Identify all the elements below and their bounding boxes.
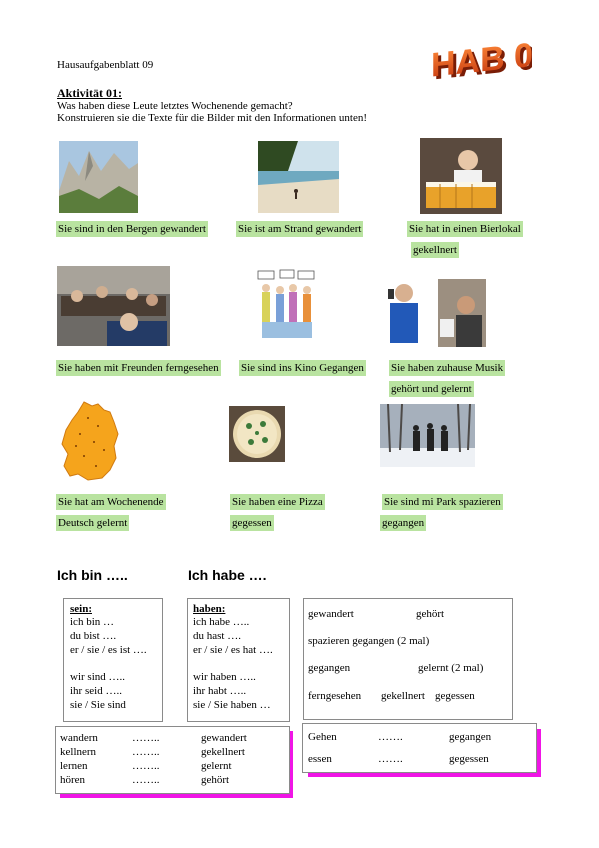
word-bank-item: gegessen [435,690,475,702]
verb-participle: gehört [201,774,230,786]
activity-instruction: Konstruieren sie die Texte für die Bilder mit den Informationen unten! [57,112,367,124]
sein-line: wir sind ….. [70,671,125,683]
haben-line: sie / Sie haben … [193,699,271,711]
word-bank-item: gekellnert [381,690,425,702]
caption-beer-line1: Sie hat in einen Bierlokal [409,223,521,235]
mountains-photo [59,141,138,213]
verb-dots: ……. [378,753,403,765]
verb-dots: …….. [132,760,160,772]
sein-conjugation-box [63,598,163,722]
haben-line: ihr habt ….. [193,685,247,697]
heading-ich-bin: Ich bin ….. [57,567,128,583]
haben-line: er / sie / es hat …. [193,644,273,656]
verb-dots: …….. [132,746,160,758]
caption-pizza-line2: gegessen [232,517,272,529]
sein-line: du bist …. [70,630,117,642]
hab-logo [428,34,532,82]
word-bank-item: gehört [416,608,445,620]
verb-participle: gegessen [449,753,489,765]
verb-infinitive: essen [308,753,332,765]
verb-infinitive: wandern [60,732,98,744]
haben-line: wir haben ….. [193,671,256,683]
word-bank-item: spazieren gegangen (2 mal) [308,635,430,647]
verb-participle: gekellnert [201,746,245,758]
haben-title: haben: [193,603,226,615]
verb-participle: gegangen [449,731,492,743]
verbs-left-box [55,726,290,794]
caption-pizza-line1: Sie haben eine Pizza [232,496,323,508]
sein-line: ihr seid ….. [70,685,122,697]
word-bank-box [303,598,513,720]
caption-music-line1: Sie haben zuhause Musik [391,362,504,374]
caption-mountains: Sie sind in den Bergen gewandert [58,223,206,235]
verb-dots: …….. [132,732,160,744]
word-bank-item: gegangen [308,662,351,674]
caption-beach: Sie ist am Strand gewandert [238,223,362,235]
sein-title: sein: [70,603,92,615]
haben-line: du hast …. [193,630,241,642]
verb-infinitive: Gehen [308,731,337,743]
music-photo [378,279,428,347]
beer-waitress-photo [420,138,502,214]
park-walk-photo [380,404,475,467]
verb-dots: …….. [132,774,160,786]
pizza-photo [229,406,285,462]
sein-line: er / sie / es ist …. [70,644,147,656]
haben-conjugation-box [187,598,290,722]
haben-line: ich habe ….. [193,616,250,628]
verbs-right-box [302,723,537,773]
caption-park-line1: Sie sind mi Park spazieren [384,496,501,508]
caption-germany-line2: Deutsch gelernt [58,517,128,529]
verb-infinitive: kellnern [60,746,97,758]
word-bank-item: ferngesehen [308,690,362,702]
activity-title: Aktivität 01: [57,86,122,100]
activity-question: Was haben diese Leute letztes Wochenende gemacht? [57,100,293,112]
word-bank-item: gelernt (2 mal) [418,662,484,674]
caption-beer-line2: gekellnert [413,244,457,256]
sheet-title: Hausaufgabenblatt 09 [57,59,154,71]
germany-map [58,400,122,482]
word-bank-item: gewandert [308,608,354,620]
heading-ich-habe: Ich habe …. [188,567,267,583]
verb-dots: ……. [378,731,403,743]
verb-participle: gelernt [201,760,232,772]
caption-friends: Sie haben mit Freunden ferngesehen [58,362,219,374]
sein-line: sie / Sie sind [70,699,126,711]
study-photo [438,279,486,347]
svg-text:HAB 09: HAB 09 [431,34,532,82]
caption-germany-line1: Sie hat am Wochenende [58,496,164,508]
caption-music-line2: gehört und gelernt [391,383,472,395]
caption-cinema: Sie sind ins Kino Gegangen [241,362,364,374]
sein-line: ich bin … [70,616,114,628]
cinema-cartoon [256,268,319,347]
verb-infinitive: hören [60,774,86,786]
friends-tv-photo [57,266,170,346]
verb-infinitive: lernen [60,760,88,772]
beach-photo [258,141,339,213]
svg-text:HAB 09: HAB 09 [434,36,532,82]
caption-park-line2: gegangen [382,517,425,529]
verb-participle: gewandert [201,732,247,744]
